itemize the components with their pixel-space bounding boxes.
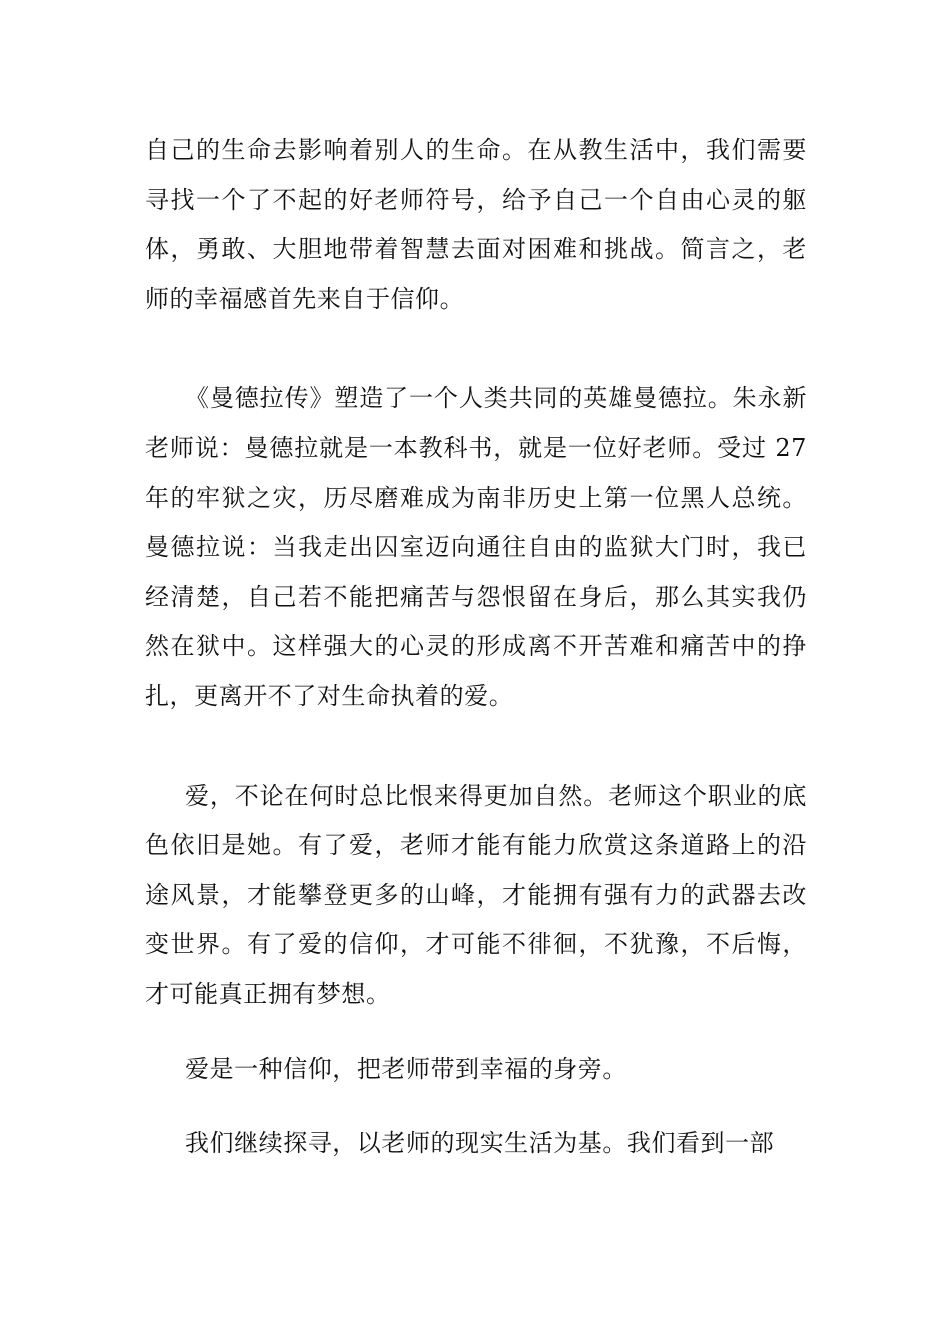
paragraph-gap xyxy=(145,722,807,772)
document-page xyxy=(145,126,807,1169)
paragraph-gap xyxy=(145,1094,807,1119)
paragraph-4: 爱是一种信仰，把老师带到幸福的身旁。 xyxy=(185,1054,627,1083)
paragraph-3: 爱，不论在何时总比恨来得更加自然。老师这个职业的底色依旧是她。有了爱，老师才能有能力欣赏这条道路上的沿途风景，才能攀登更多的山峰，才能拥有强有力的武器去改变世界。有了爱的信仰，才可能不徘徊，不犹豫，不后悔，才可能真正拥有梦想。 xyxy=(145,781,807,1008)
paragraph-1: 自己的生命去影响着别人的生命。在从教生活中，我们需要寻找一个了不起的好老师符号，给予自己一个自由心灵的躯体，勇敢、大胆地带着智慧去面对困难和挑战。简言之，老师的幸福感首先来自于信仰。 xyxy=(145,136,807,313)
paragraph-gap xyxy=(145,324,807,374)
paragraph-2: 《曼德拉传》塑造了一个人类共同的英雄曼德拉。朱永新老师说：曼德拉就是一本教科书，就是一位好老师。受过 27 年的牢狱之灾，历尽磨难成为南非历史上第一位黑人总统。曼德拉说：当我走出囚室迈向通往自由的监狱大门时，我已经清楚，自己若不能把痛苦与怨恨留在身后，那么其实我仍然在狱中。这样强大的心灵的形成离不开苦难和痛苦中的挣扎，更离开不了对生命执着的爱。 xyxy=(145,384,807,710)
paragraph-5: 我们继续探寻，以老师的现实生活为基。我们看到一部 xyxy=(185,1129,775,1158)
paragraph-gap xyxy=(145,1020,807,1045)
